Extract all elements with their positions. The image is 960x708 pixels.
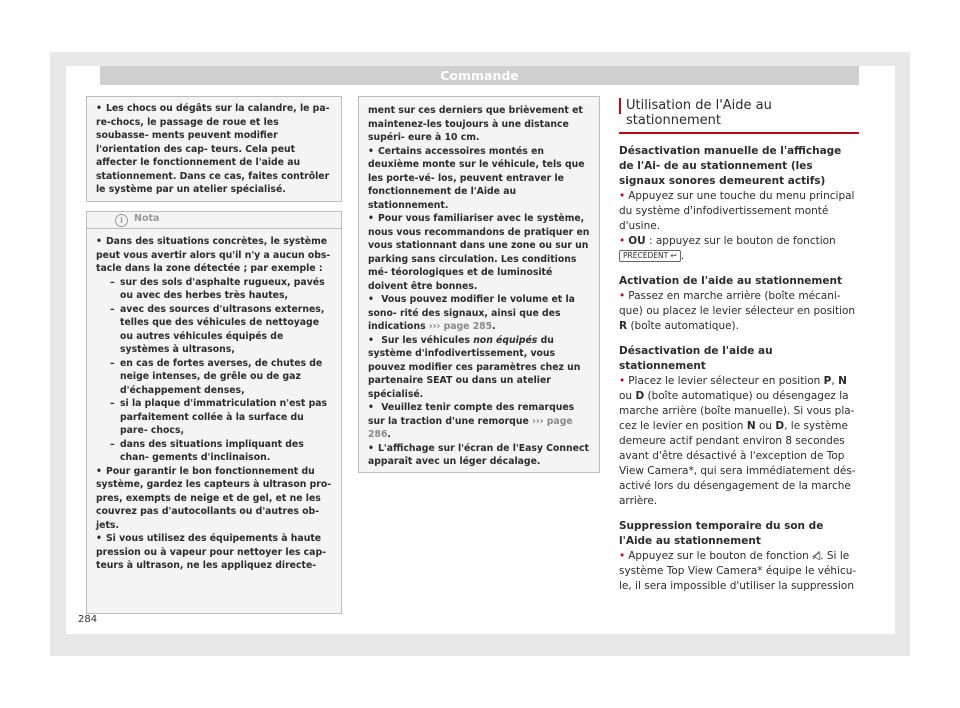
bullet-icon: • <box>619 290 626 302</box>
back-arrow-icon: ↩ <box>670 251 677 260</box>
mute-speaker-icon: ◁̸ <box>812 550 821 562</box>
step-back-button: • OU : appuyez sur le bouton de fonction PRÉCÉDENT ↩ . <box>619 235 836 262</box>
step-main-menu <box>619 189 859 234</box>
gear-n: N <box>838 375 847 387</box>
step-text-tail: (boîte automatique). <box>630 320 739 332</box>
conjunction: ou <box>619 390 633 402</box>
bullet-icon: • <box>619 190 626 202</box>
step-reverse <box>619 289 859 334</box>
bullet-icon: • <box>619 235 626 247</box>
infotainment-text-pre: Sur les véhicules <box>381 334 470 346</box>
warning-bullet-trailer: • Veuillez tenir compte des remarques sur la traction d'une remorque ››› page 286. <box>368 401 591 442</box>
warning-box-1 <box>86 96 342 202</box>
note-intro: • Dans des situations concrètes, le système peut vous avertir alors qu'il n'y a aucun obs- tacle dans la zone détectée ; par exemple : <box>96 235 333 276</box>
chapter-header: Commande <box>100 66 859 85</box>
bullet-icon: • <box>619 550 626 562</box>
step-text: Placez le levier sélecteur en position <box>628 375 821 387</box>
step-mute <box>619 549 859 594</box>
gear-d: D <box>775 420 785 432</box>
step-text: Appuyez sur une touche du menu principal du système d'infodivertissement monté d'usine. <box>619 190 855 232</box>
gear-p: P <box>823 375 832 387</box>
list-item: – si la plaque d'immatriculation n'est pas parfaitement collée à la surface du pare- chocs, <box>110 397 333 438</box>
warning-continuation: ment sur ces derniers que brièvement et maintenez-les toujours à une distance supéri- eure à 10 cm. <box>368 105 583 143</box>
warning-bullet-infotainment <box>368 334 591 402</box>
volume-text: Vous pouvez modifier le volume et la sono- rité des signaux, ainsi que des indications <box>368 294 575 332</box>
bullet-icon: • <box>619 375 626 387</box>
or-label: OU <box>628 235 646 247</box>
infotainment-text-italic: non équipés <box>473 334 538 346</box>
step-text: Appuyez sur le bouton de fonction <box>628 550 809 562</box>
trailer-text: Veuillez tenir compte des remarques sur la traction d'une remorque <box>368 402 575 427</box>
precedent-button <box>619 250 681 262</box>
page-link-286[interactable]: ››› page 286 <box>368 415 573 440</box>
note-label: Nota <box>134 213 160 224</box>
warning-text: • Les chocs ou dégâts sur la calandre, le pa- re-chocs, le passage de roue et les soubasse- ments peuvent modifier l'orientation des cap- teurs. Cela peut affecter le fonctionnement de l'aide au stationnement. Dans ce cas, faites contrôler le système par un atelier spécialisé. <box>96 102 333 197</box>
list-item: – sur des sols d'asphalte rugueux, pavés ou avec des herbes très hautes, <box>110 276 333 303</box>
note-bullet-sensors-clean: • Pour garantir le bon fonctionnement du système, gardez les capteurs à ultrason pro- pres, exempts de neige et de gel, et ne les couvrez pas d'autocollants ou d'autres ob- jets. <box>96 465 333 533</box>
right-column <box>619 96 859 594</box>
step-text: : appuyez sur le bouton de fonction <box>649 235 836 247</box>
step-text: , le système demeure actif pendant environ 8 secondes avant d'être désactivé à l'exception de Top View Camera*, qui sera immédiatement dés- activé lors du désengagement de la marche arrière. <box>619 420 856 507</box>
note-box <box>86 211 342 614</box>
infotainment-text-post: du système d'infodivertissement, vous pouvez modifier ces paramètres chez un partenaire SEAT ou dans un atelier spécialisé. <box>368 334 581 400</box>
warning-bullet-practice: • Pour vous familiariser avec le système, nous vous recommandons de pratiquer en vous stationnant dans une zone ou sur un parking sans circulation. Les conditions mé- téorologiques et de luminosité doivent être bonnes. <box>368 212 591 293</box>
note-bullet-high-pressure: • Si vous utilisez des équipements à haute pression ou à vapeur pour nettoyer les cap- teurs à ultrason, ne les appliquez directe- <box>96 532 333 573</box>
list-item: – en cas de fortes averses, de chutes de neige intenses, de grêle ou de gaz d'échappement denses, <box>110 357 333 398</box>
note-header <box>87 212 341 229</box>
list-item: – avec des sources d'ultrasons externes, telles que des véhicules de nettoyage ou autres véhicules équipés de systèmes à ultrasons, <box>110 303 333 357</box>
warning-bullet-display: • L'affichage sur l'écran de l'Easy Connect apparaît avec un léger décalage. <box>368 442 591 469</box>
step-text: . Si le système Top View Camera* équipe le véhicu- le, il sera impossible d'utiliser la suppression <box>619 550 857 592</box>
section-title: Utilisation de l'Aide au stationnement <box>619 96 859 134</box>
heading-mute: Suppression temporaire du son de l'Aide au stationnement <box>619 520 824 547</box>
warning-bullet-accessories: • Certains accessoires montés en deuxième monte sur le véhicule, tels que les porte-vé- los, peuvent entraver le fonctionnement de l'Aide au stationnement. <box>368 145 591 213</box>
gear-r: R <box>619 320 628 332</box>
example-list <box>110 276 333 465</box>
gear-n: N <box>746 420 756 432</box>
heading-manual-deactivation: Désactivation manuelle de l'affichage de l'Ai- de au stationnement (les signaux sonores demeurent actifs) <box>619 145 842 187</box>
info-icon: i <box>115 214 128 227</box>
heading-deactivation: Désactivation de l'aide au stationnement <box>619 345 773 372</box>
step-text: (boîte automatique) ou désengagez la marche arrière (boîte manuelle). Si vous pla- cez le levier en position <box>619 390 855 432</box>
heading-activation: Activation de l'aide au stationnement <box>619 275 842 287</box>
page-link-285[interactable]: ››› page 285 <box>428 321 493 332</box>
button-label: PRÉCÉDENT <box>623 251 669 260</box>
list-item: – dans des situations impliquant des chan- gements d'inclinaison. <box>110 438 333 465</box>
step-selector: • Placez le levier sélecteur en position P, N ou D (boîte automatique) ou désengagez la marche arrière (boîte manuelle). Si vous pla- cez le levier en position N ou D, le système demeure actif pendant environ 8 secondes avant d'être désactivé à l'exception de Top View Camera*, qui sera immédiatement dés- activé lors du désengagement de la marche arrière. <box>619 375 856 507</box>
conjunction: ou <box>758 420 773 432</box>
step-text: Passez en marche arrière (boîte mécani- que) ou placez le levier sélecteur en position <box>619 290 856 317</box>
warning-bullet-volume: • Vous pouvez modifier le volume et la sono- rité des signaux, ainsi que des indications ››› page 285. <box>368 293 591 334</box>
gear-d: D <box>635 390 645 402</box>
warning-box-2 <box>358 96 600 473</box>
page-number: 284 <box>78 614 98 625</box>
